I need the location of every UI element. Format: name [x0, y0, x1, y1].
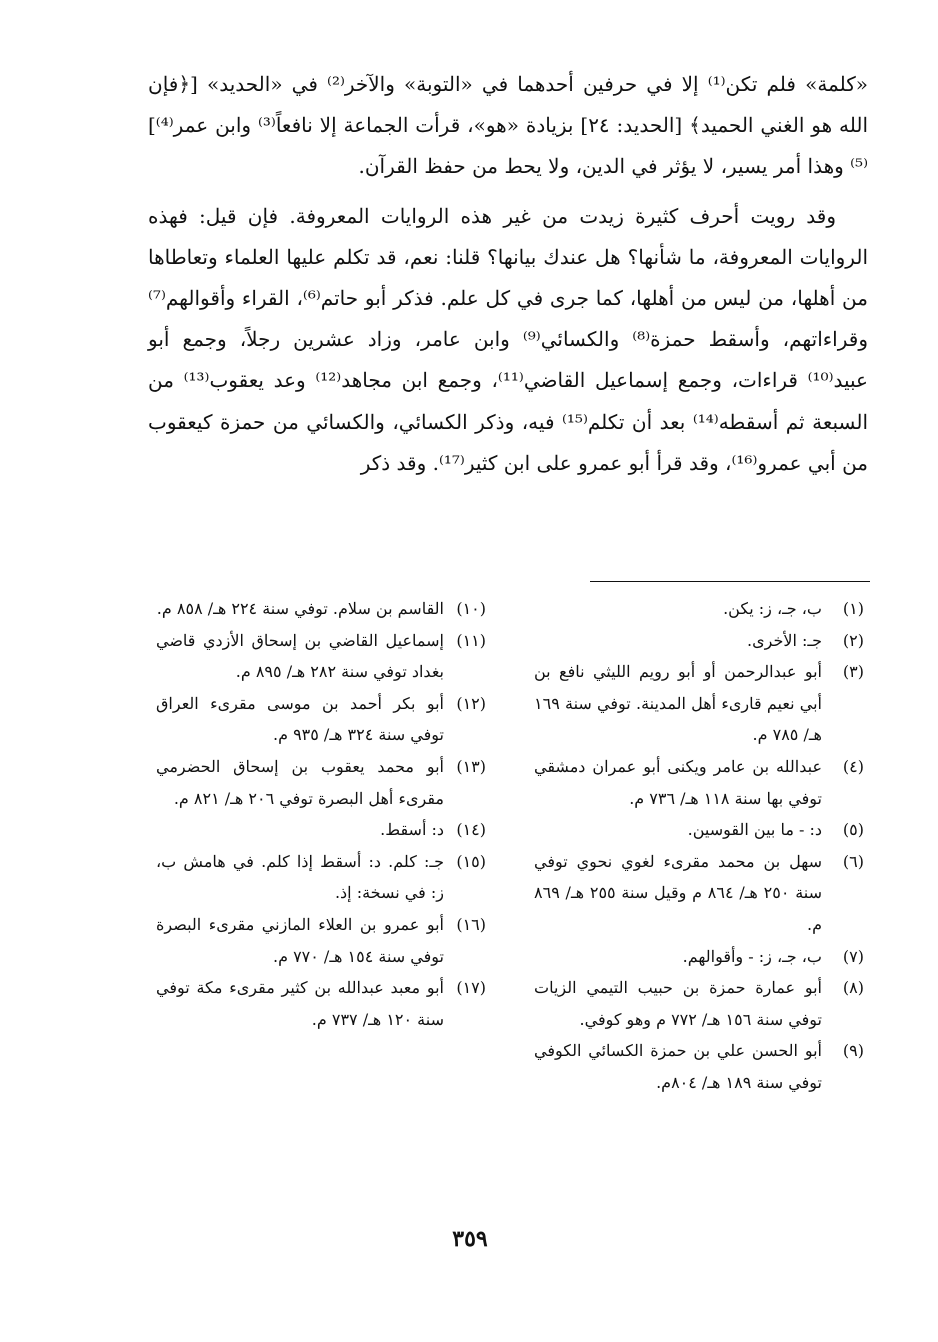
footnote-number: (٧): [842, 946, 864, 966]
footnote-number: (٤): [842, 756, 864, 776]
footnote-text: ب، جـ، ز: يكن.: [723, 599, 822, 618]
footnote-text: إسماعيل القاضي بن إسحاق الأزدي قاضي بغداد توفي سنة ٢٨٢ هـ/ ٨٩٥ م.: [156, 630, 444, 682]
footnote-number: (٢): [842, 630, 864, 650]
footnotes-column-left: [156, 593, 486, 1035]
footnote-text: ب، جـ، ز: - وأقوالهم.: [682, 946, 822, 966]
footnote-text: جـ: كلم. د: أسقط إذا كلم. في هامش ب، ز: في نسخة: إذ.: [156, 851, 444, 903]
paragraph: وقد رويت أحرف كثيرة زيدت من غير هذه الروايات المعروفة. فإن قيل: فهذه الروايات المعروفة، ما شأنها؟ هل عندك بيانها؟ قلنا: نعم، قد تكلم عليها العلماء وتعاطاها من أهلها، من ليس من أهلها، كما جرى في كل علم. فذكر أبو حاتم⁽⁶⁾، القراء وأقوالهم⁽⁷⁾ وقراءاتهم، وأسقط حمزة⁽⁸⁾ والكسائي⁽⁹⁾ وابن عامر، وزاد عشرين رجلاً، وجمع أبو عبيد⁽¹⁰⁾ قراءات، وجمع إسماعيل القاضي⁽¹¹⁾، وجمع ابن مجاهد⁽¹²⁾ وعد يعقوب⁽¹³⁾ من السبعة ثم أسقطه⁽¹⁴⁾ بعد أن تكلم⁽¹⁵⁾ فيه، وذكر الكسائي، والكسائي من حمزة كيعقوب من أبي عمرو⁽¹⁶⁾، وقد قرأ أبو عمرو على ابن كثير⁽¹⁷⁾. وقد ذكر: [148, 203, 868, 475]
footnote-number: (١٠): [456, 599, 486, 618]
footnote: [534, 656, 864, 751]
footnote-number: (١٥): [456, 851, 486, 871]
footnote-number: (١٧): [456, 978, 486, 998]
footnote: [156, 909, 486, 972]
footnote-number: (٩): [842, 1041, 864, 1061]
footnote-number: (٨): [842, 978, 864, 998]
footnote-text: أبو عبدالرحمن أو أبو رويم الليثي نافع بن أبي نعيم قارىء أهل المدينة. توفي سنة ١٦٩ هـ/ ٧٨٥ م.: [534, 662, 822, 745]
footnote-number: (١٢): [456, 693, 486, 713]
footnote-separator: [590, 581, 870, 582]
footnote-number: (١): [842, 599, 864, 618]
footnote-text: د: أسقط.: [380, 820, 444, 840]
footnote-number: (١١): [456, 630, 486, 650]
footnote-text: أبو بكر أحمد بن موسى مقرىء العراق توفي سنة ٣٢٤ هـ/ ٩٣٥ م.: [156, 693, 444, 745]
footnote: [534, 1035, 864, 1098]
footnote: [534, 941, 864, 973]
footnote-number: (١٤): [456, 820, 486, 840]
footnote-text: أبو معبد عبدالله بن كثير مقرىء مكة توفي سنة ١٢٠ هـ/ ٧٣٧ م.: [156, 978, 444, 1029]
footnote: [156, 593, 486, 625]
footnote: [156, 625, 486, 688]
footnote-text: أبو عمرو بن العلاء المازني مقرىء البصرة توفي سنة ١٥٤ هـ/ ٧٧٠ م.: [156, 914, 444, 966]
paragraph: «كلمة» فلم تكن⁽¹⁾ إلا في حرفين أحدهما في «التوبة» والآخر⁽²⁾ في «الحديد» [﴿فإن الله هو الغني الحميد﴾ [الحديد: ٢٤] بزيادة «هو»، قرأت الجماعة إلا نافعاً⁽³⁾ وابن عمر⁽⁴⁾]⁽⁵⁾ وهذا أمر يسير، لا يؤثر في الدين، ولا يحط من حفظ القرآن.: [148, 72, 869, 179]
page-number: ٣٥٩: [452, 1226, 488, 1252]
footnote-number: (٣): [842, 662, 864, 682]
footnote: [156, 751, 486, 814]
footnote-text: القاسم بن سلام. توفي سنة ٢٢٤ هـ/ ٨٥٨ م.: [156, 599, 444, 618]
footnote: [156, 814, 486, 846]
footnote: [156, 846, 486, 909]
footnote: [534, 751, 864, 814]
footnote-text: عبدالله بن عامر ويكنى أبو عمران دمشقي توفي بها سنة ١١٨ هـ/ ٧٣٦ م.: [534, 756, 822, 808]
footnote: [534, 625, 864, 657]
footnote-text: أبو الحسن علي بن حمزة الكسائي الكوفي توفي سنة ١٨٩ هـ/ ٨٠٤م.: [534, 1041, 822, 1092]
footnote-number: (٦): [842, 851, 864, 871]
footnote: [534, 972, 864, 1035]
footnote: [534, 846, 864, 941]
footnote: [534, 814, 864, 846]
footnote-text: جـ: الأخرى.: [747, 630, 822, 650]
main-text: [148, 64, 868, 484]
footnote-text: د: - ما بين القوسين.: [687, 820, 822, 840]
footnote: [534, 593, 864, 625]
footnote-text: سهل بن محمد مقرىء لغوي نحوي توفي سنة ٢٥٠ هـ/ ٨٦٤ م وقيل سنة ٢٥٥ هـ/ ٨٦٩ م.: [534, 851, 823, 934]
footnote: [156, 688, 486, 751]
footnote-text: أبو عمارة حمزة بن حبيب التيمي الزيات توفي سنة ١٥٦ هـ/ ٧٧٢ م وهو كوفي.: [534, 978, 822, 1029]
footnote-text: أبو محمد يعقوب بن إسحاق الحضرمي مقرىء أهل البصرة توفي ٢٠٦ هـ/ ٨٢١ م.: [156, 756, 444, 808]
footnotes-column-right: [534, 593, 864, 1099]
footnote-number: (٥): [842, 820, 864, 840]
footnote: [156, 972, 486, 1035]
footnote-number: (١٦): [456, 914, 486, 934]
footnote-number: (١٣): [456, 756, 486, 776]
